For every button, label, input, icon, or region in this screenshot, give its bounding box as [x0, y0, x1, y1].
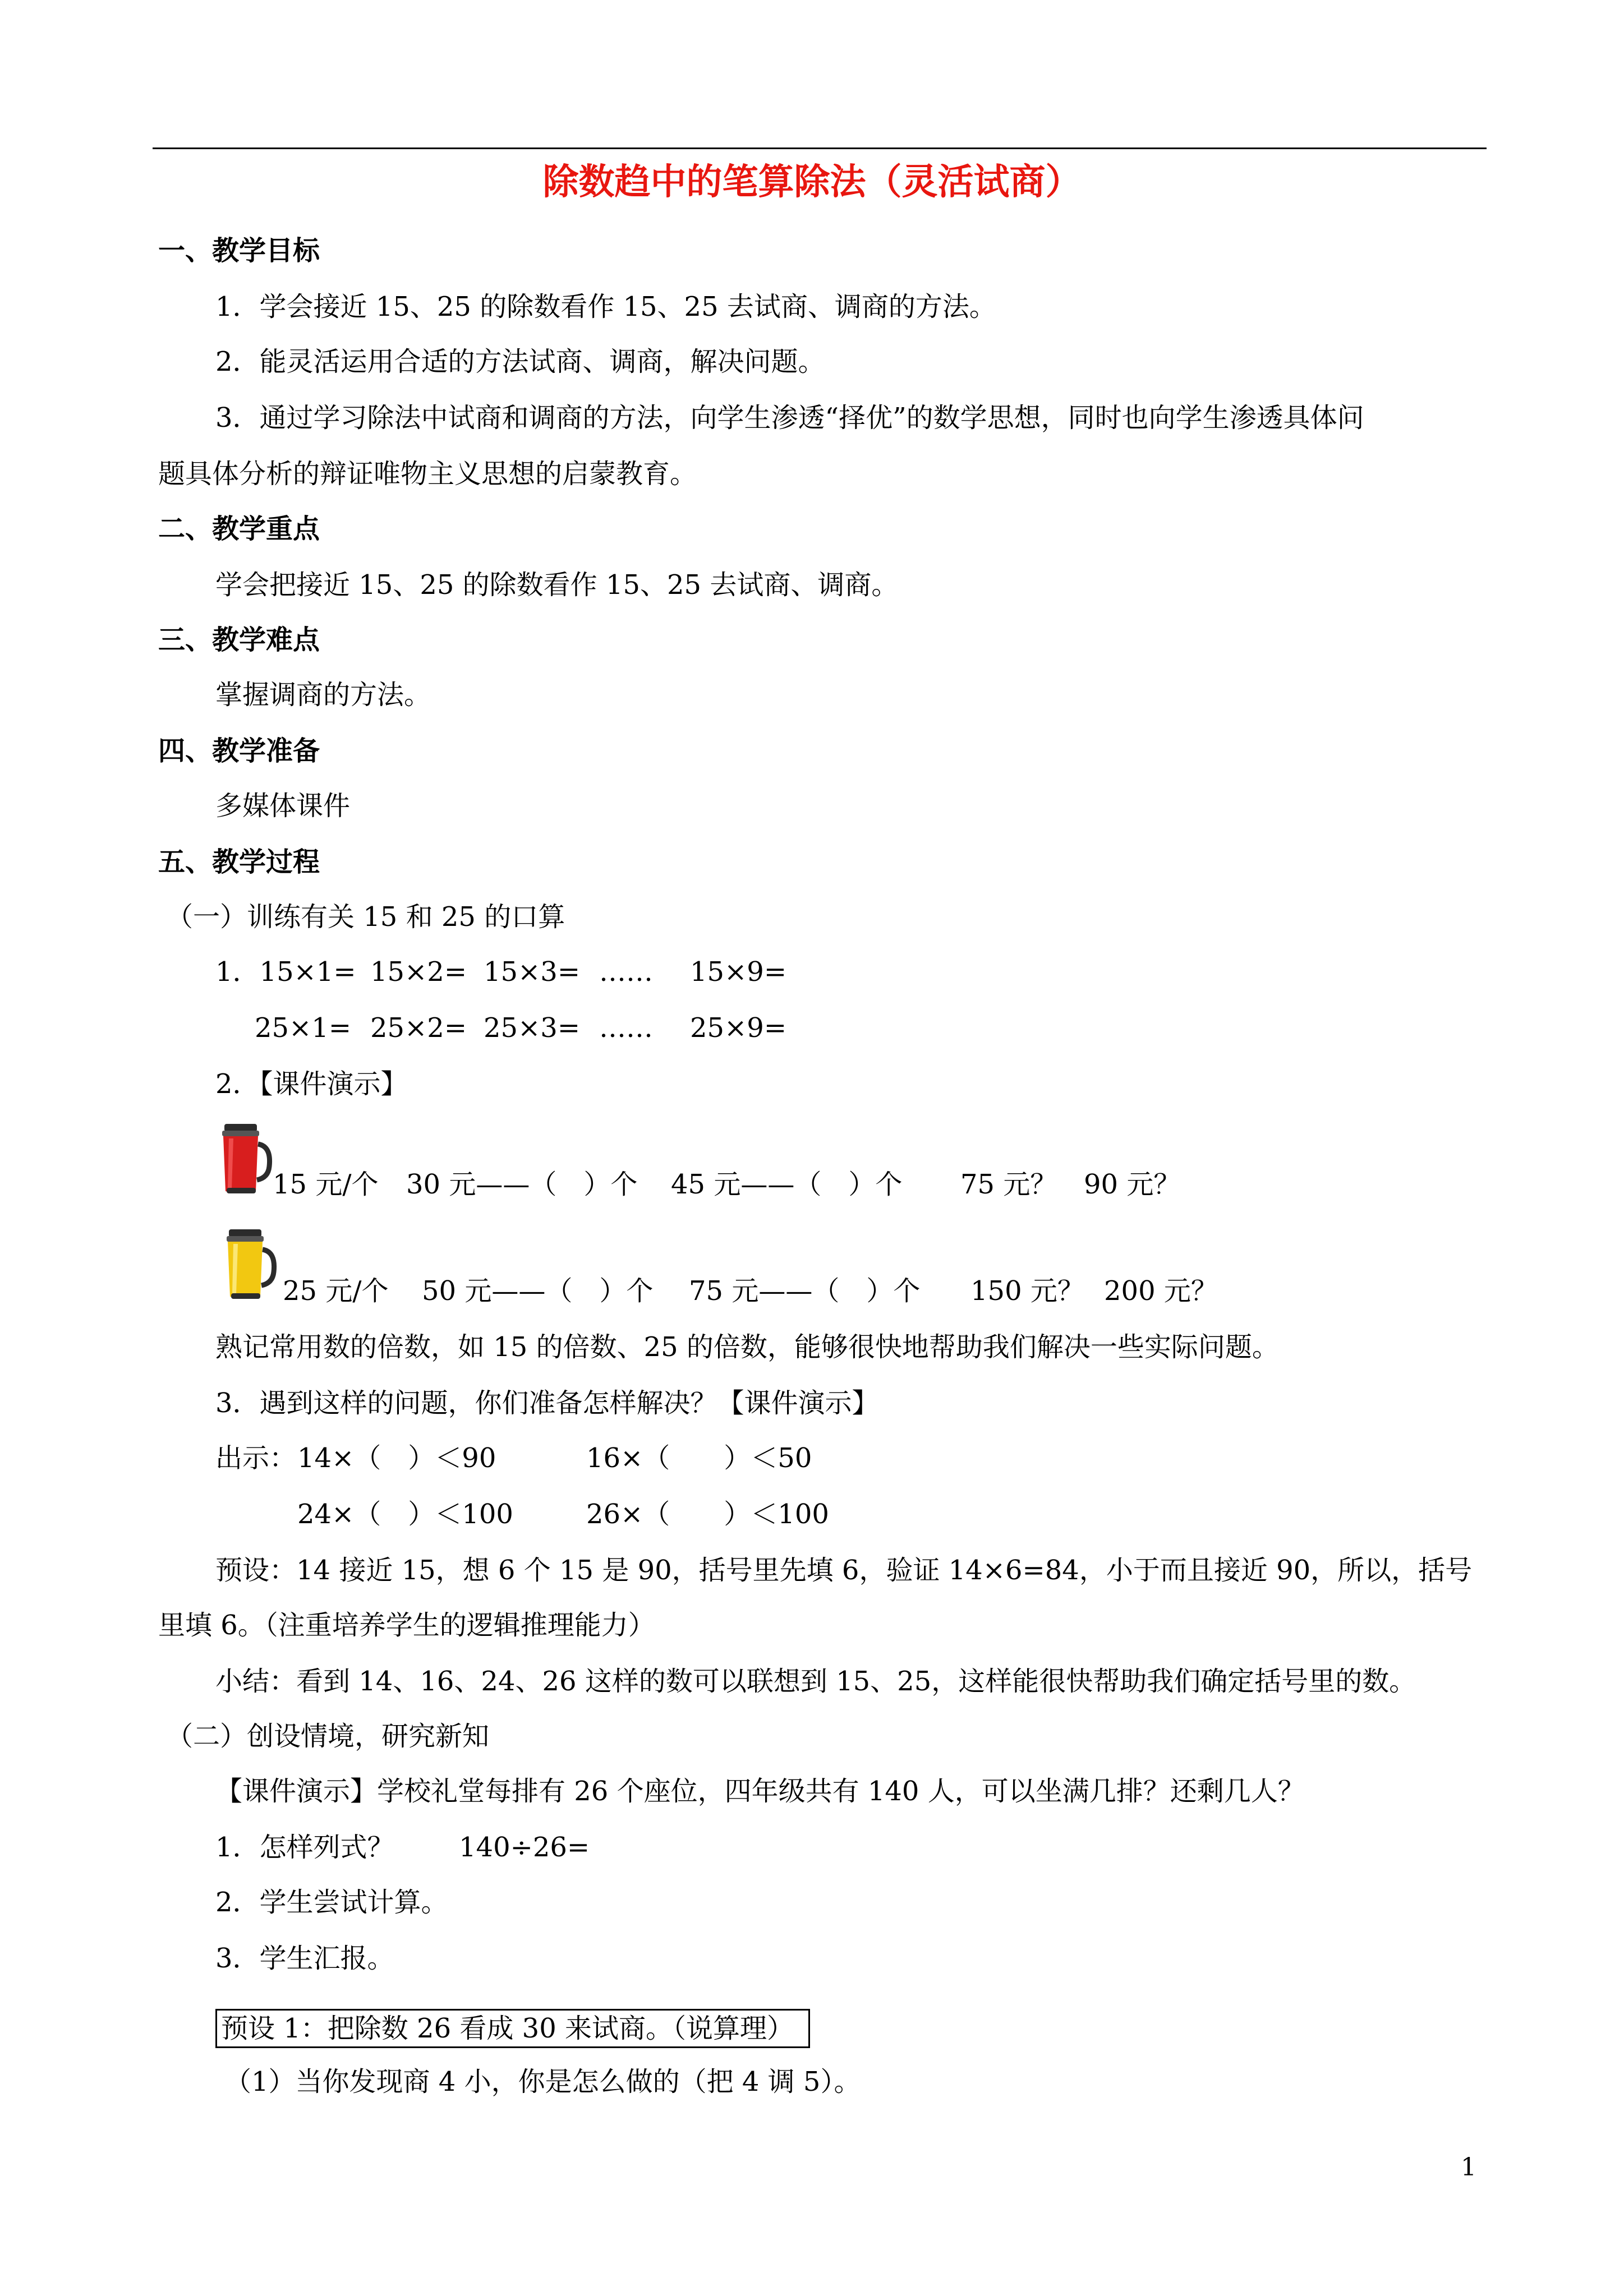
step-3: 3．学生汇报。: [215, 1943, 394, 1974]
oral-row1-cell: 15×9=: [690, 956, 787, 988]
focus-text: 学会把接近 15、25 的除数看作 15、25 去试商、调商。: [215, 569, 899, 601]
inequality-item: 24×（ ）＜100: [297, 1499, 513, 1530]
oral-row2-cell: ……: [599, 1012, 653, 1044]
note-multiples: 熟记常用数的倍数，如 15 的倍数、25 的倍数，能够很快地帮助我们解决一些实际问题。: [215, 1331, 1279, 1363]
oral-row1-cell: 15×2=: [370, 956, 467, 988]
cup1-blank-2: 45 元——（ ）个: [671, 1169, 903, 1200]
page-number: 1: [1461, 2153, 1476, 2182]
oral-row1-cell: 15×3=: [484, 956, 581, 988]
cup1-blank-1: 30 元——（ ）个: [406, 1169, 638, 1200]
preset-line2: 里填 6。（注重培养学生的逻辑推理能力）: [158, 1610, 655, 1641]
difficulty-text: 掌握调商的方法。: [215, 679, 431, 711]
goal-item-3-line1: 3．通过学习除法中试商和调商的方法，向学生渗透“择优”的数学思想，同时也向学生渗透具体问: [215, 402, 1364, 434]
summary: 小结：看到 14、16、24、26 这样的数可以联想到 15、25，这样能很快帮助我们确定括号里的数。: [215, 1666, 1416, 1697]
problem-statement: 【课件演示】学校礼堂每排有 26 个座位，四年级共有 140 人，可以坐满几排？还剩几人？: [215, 1776, 1305, 1807]
page-title: 除数趋中的笔算除法（灵活试商）: [542, 162, 1082, 203]
section-heading-difficulty: 三、教学难点: [158, 624, 320, 656]
cup1-question-1: 75 元？: [960, 1169, 1057, 1200]
step-2: 2．学生尝试计算。: [215, 1887, 448, 1918]
goal-item-1: 1．学会接近 15、25 的除数看作 15、25 去试商、调商的方法。: [215, 291, 996, 322]
oral-row2-cell: 25×1=: [255, 1012, 352, 1044]
section-heading-goals: 一、教学目标: [158, 235, 320, 266]
cup2-question-2: 200 元？: [1104, 1275, 1218, 1307]
oral-row1-cell: ……: [599, 956, 653, 988]
cup2-blank-1: 50 元——（ ）个: [422, 1275, 654, 1307]
part2-heading: （二）创设情境，研究新知: [166, 1721, 490, 1752]
inequality-item: 16×（ ）＜50: [586, 1442, 812, 1474]
section-heading-preparation: 四、教学准备: [158, 735, 320, 767]
step-1: 1．怎样列式？: [215, 1832, 394, 1863]
step-1-expression: 140÷26=: [459, 1832, 590, 1863]
red-travel-mug-icon: [214, 1122, 276, 1200]
section-heading-focus: 二、教学重点: [158, 513, 320, 545]
oral-row2-cell: 25×2=: [370, 1012, 467, 1044]
cup2-blank-2: 75 元——（ ）个: [689, 1275, 921, 1307]
oral-row2-cell: 25×9=: [690, 1012, 787, 1044]
oral-row1-cell: 1．15×1=: [215, 956, 356, 988]
demo-label: 2．【课件演示】: [215, 1068, 408, 1100]
question-3: 3．遇到这样的问题，你们准备怎样解决？【课件演示】: [215, 1387, 879, 1419]
preset-line1: 预设：14 接近 15，想 6 个 15 是 90，括号里先填 6，验证 14×6=84，小于而且接近 90，所以，括号: [215, 1555, 1473, 1586]
cup2-question-1: 150 元？: [970, 1275, 1084, 1307]
sub-item-1: （1）当你发现商 4 小，你是怎么做的（把 4 调 5）。: [224, 2066, 861, 2097]
cup1-price: 15 元/个: [273, 1169, 379, 1200]
goal-item-3-line2: 题具体分析的辩证唯物主义思想的启蒙教育。: [158, 458, 697, 490]
cup1-question-2: 90 元？: [1084, 1169, 1181, 1200]
cup2-price: 25 元/个: [283, 1275, 389, 1307]
yellow-travel-mug-icon: [219, 1227, 280, 1306]
show-label: 出示：: [215, 1442, 297, 1474]
preset-1-text: 预设 1：把除数 26 看成 30 来试商。（说算理）: [221, 2013, 794, 2044]
goal-item-2: 2．能灵活运用合适的方法试商、调商，解决问题。: [215, 346, 825, 377]
part1-heading: （一）训练有关 15 和 25 的口算: [166, 901, 565, 933]
preparation-text: 多媒体课件: [215, 790, 351, 822]
header-rule: [153, 147, 1487, 149]
section-heading-process: 五、教学过程: [158, 846, 320, 878]
inequality-item: 14×（ ）＜90: [297, 1442, 496, 1474]
inequality-item: 26×（ ）＜100: [586, 1499, 829, 1530]
oral-row2-cell: 25×3=: [484, 1012, 581, 1044]
